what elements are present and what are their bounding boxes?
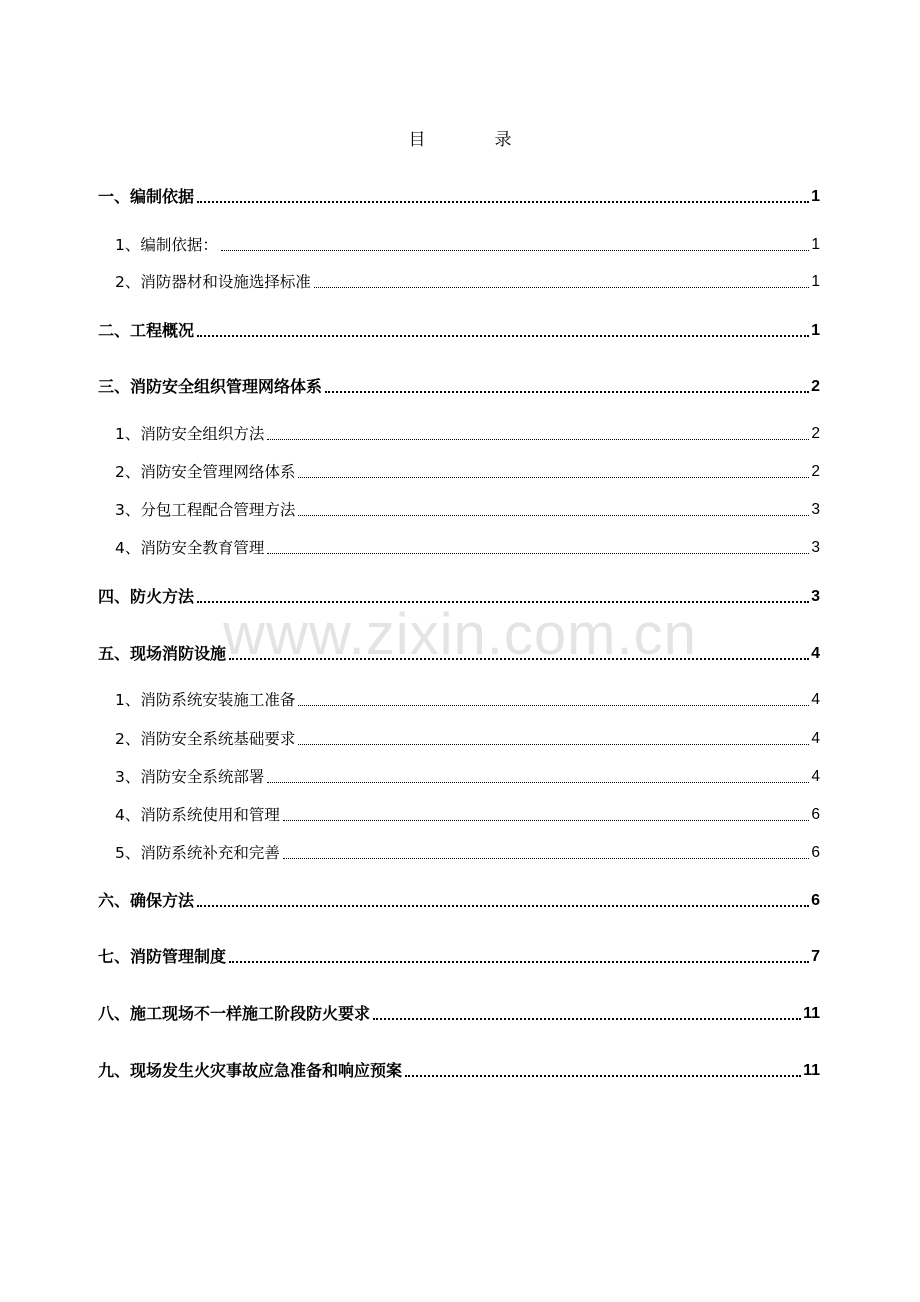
toc-entry-text: 2、消防安全管理网络体系 (115, 463, 296, 481)
toc-page-number: 6 (811, 844, 820, 861)
toc-entry[interactable] (98, 460, 820, 484)
toc-dot-leader (325, 391, 809, 393)
toc-entry[interactable] (98, 688, 820, 712)
toc-entry[interactable] (98, 642, 820, 666)
toc-title: 目 录 (408, 130, 538, 150)
toc-dot-leader (267, 439, 809, 440)
toc-dot-leader (229, 658, 809, 660)
toc-page-number: 2 (811, 425, 820, 442)
toc-entry-text: 五、现场消防设施 (98, 644, 227, 663)
toc-dot-leader (267, 782, 809, 783)
toc-page-number: 7 (811, 948, 820, 965)
toc-page-number: 3 (811, 539, 820, 556)
toc-dot-leader (373, 1018, 801, 1020)
toc-page-number: 4 (811, 730, 820, 747)
toc-dot-leader (197, 905, 809, 907)
watermark: www.zixin.com.cn (223, 602, 697, 667)
toc-dot-leader (229, 961, 809, 963)
toc-dot-leader (298, 515, 809, 516)
toc-entry-text: 5、消防系统补充和完善 (115, 844, 280, 862)
toc-entry-text: 1、消防系统安装施工准备 (115, 691, 296, 709)
toc-entry-text: 二、工程概况 (98, 321, 195, 340)
toc-page-number: 11 (803, 1062, 820, 1079)
toc-page-number: 4 (811, 645, 820, 662)
toc-entry[interactable] (98, 1059, 820, 1083)
toc-dot-leader (283, 858, 810, 859)
toc-page-number: 4 (811, 691, 820, 708)
toc-entry[interactable] (98, 233, 820, 257)
toc-entry[interactable] (98, 841, 820, 865)
toc-entry-text: 六、确保方法 (98, 891, 195, 910)
toc-entry-text: 三、消防安全组织管理网络体系 (98, 377, 323, 396)
toc-entry-text: 4、消防安全教育管理 (115, 539, 265, 557)
toc-entry[interactable] (98, 945, 820, 969)
toc-dot-leader (298, 705, 809, 706)
toc-entry-text: 4、消防系统使用和管理 (115, 806, 280, 824)
toc-dot-leader (267, 553, 809, 554)
toc-page-number: 1 (811, 236, 820, 253)
toc-dot-leader (405, 1075, 801, 1077)
toc-page-number: 1 (811, 322, 820, 339)
toc-dot-leader (221, 250, 810, 251)
toc-entry[interactable] (98, 889, 820, 913)
toc-page-number: 3 (811, 588, 820, 605)
toc-entry-text: 3、消防安全系统部署 (115, 768, 265, 786)
toc-page-number: 1 (811, 188, 820, 205)
toc-entry-text: 1、消防安全组织方法 (115, 425, 265, 443)
toc-entry[interactable] (98, 498, 820, 522)
toc-entry[interactable] (98, 765, 820, 789)
toc-entry[interactable] (98, 422, 820, 446)
toc-entry[interactable] (98, 1002, 820, 1026)
toc-entry-text: 七、消防管理制度 (98, 947, 227, 966)
toc-page-number: 2 (811, 378, 820, 395)
toc-page-number: 4 (811, 768, 820, 785)
toc-entry-text: 1、编制依据： (115, 236, 218, 254)
toc-dot-leader (283, 820, 810, 821)
toc-entry[interactable] (98, 319, 820, 343)
toc-dot-leader (197, 201, 809, 203)
toc-page-number: 1 (811, 273, 820, 290)
toc-entry-text: 2、消防安全系统基础要求 (115, 730, 296, 748)
toc-page-number: 6 (811, 806, 820, 823)
toc-entry[interactable] (98, 375, 820, 399)
toc-entry-text: 3、分包工程配合管理方法 (115, 501, 296, 519)
toc-page-number: 6 (811, 892, 820, 909)
toc-entry[interactable] (98, 727, 820, 751)
toc-page-number: 3 (811, 501, 820, 518)
toc-entry-text: 一、编制依据 (98, 187, 195, 206)
toc-dot-leader (298, 477, 809, 478)
toc-page-number: 2 (811, 463, 820, 480)
toc-entry[interactable] (98, 585, 820, 609)
toc-entry[interactable] (98, 803, 820, 827)
toc-entry[interactable] (98, 185, 820, 209)
toc-dot-leader (197, 601, 809, 603)
toc-entry-text: 九、现场发生火灾事故应急准备和响应预案 (98, 1061, 403, 1080)
toc-entry-text: 四、防火方法 (98, 587, 195, 606)
toc-page-number: 11 (803, 1005, 820, 1022)
toc-dot-leader (197, 335, 809, 337)
toc-entry-text: 八、施工现场不一样施工阶段防火要求 (98, 1004, 371, 1023)
toc-dot-leader (314, 287, 810, 288)
toc-entry[interactable] (98, 270, 820, 294)
toc-dot-leader (298, 744, 809, 745)
toc-entry-text: 2、消防器材和设施选择标准 (115, 273, 311, 291)
toc-entry[interactable] (98, 536, 820, 560)
